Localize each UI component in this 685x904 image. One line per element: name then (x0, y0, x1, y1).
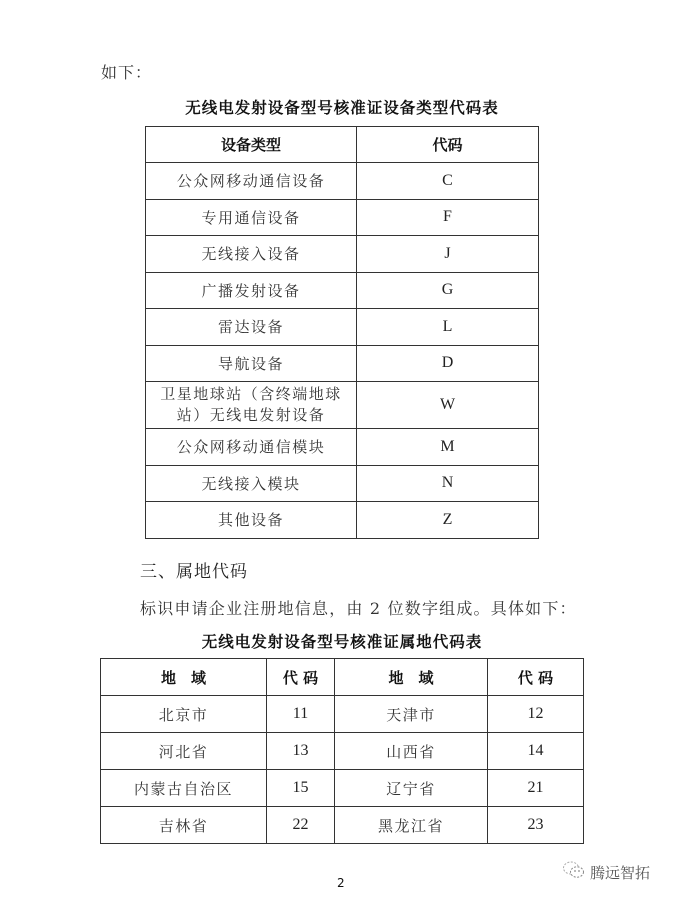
code-cell: 11 (267, 696, 335, 733)
device-type-code-table (145, 126, 539, 539)
watermark (562, 860, 650, 884)
device-type-line: 站）无线电发射设备 (176, 406, 326, 424)
table-row (101, 807, 584, 844)
region-cell: 内蒙古自治区 (101, 770, 267, 807)
table-row (146, 345, 539, 382)
header-region: 地 域 (335, 659, 488, 696)
table-row (146, 382, 539, 429)
header-code: 代 码 (488, 659, 584, 696)
code-cell: 15 (267, 770, 335, 807)
device-type-cell: 专用通信设备 (146, 199, 357, 236)
region-cell: 天津市 (335, 696, 488, 733)
device-type-cell: 公众网移动通信设备 (146, 163, 357, 200)
table-row (101, 733, 584, 770)
device-type-cell (146, 382, 357, 429)
table-row (146, 309, 539, 346)
code-cell: F (357, 199, 539, 236)
code-cell: 23 (488, 807, 584, 844)
code-cell: 14 (488, 733, 584, 770)
code-cell: G (357, 272, 539, 309)
device-type-cell: 其他设备 (146, 502, 357, 539)
device-type-cell: 无线接入模块 (146, 465, 357, 502)
code-cell: Z (357, 502, 539, 539)
table-row (146, 465, 539, 502)
section-title: 三、属地代码 (140, 562, 248, 582)
table-row (101, 696, 584, 733)
code-cell: M (357, 429, 539, 466)
header-code: 代 码 (267, 659, 335, 696)
device-type-cell: 雷达设备 (146, 309, 357, 346)
table2-caption: 无线电发射设备型号核准证属地代码表 (201, 633, 483, 651)
region-cell: 山西省 (335, 733, 488, 770)
device-type-cell: 导航设备 (146, 345, 357, 382)
region-cell: 吉林省 (101, 807, 267, 844)
device-type-cell: 无线接入设备 (146, 236, 357, 273)
code-cell: 22 (267, 807, 335, 844)
table-row (146, 272, 539, 309)
code-cell: 21 (488, 770, 584, 807)
region-cell: 辽宁省 (335, 770, 488, 807)
page-number: 2 (337, 876, 345, 890)
device-type-cell: 公众网移动通信模块 (146, 429, 357, 466)
device-type-line: 卫星地球站（含终端地球 (160, 385, 342, 403)
region-cell: 北京市 (101, 696, 267, 733)
code-cell: J (357, 236, 539, 273)
device-type-cell: 广播发射设备 (146, 272, 357, 309)
code-cell: W (357, 382, 539, 429)
code-cell: 13 (267, 733, 335, 770)
table-row (146, 236, 539, 273)
watermark-text: 腾远智拓 (590, 863, 651, 882)
table-row (101, 770, 584, 807)
code-cell: C (357, 163, 539, 200)
code-cell: D (357, 345, 539, 382)
table-row (146, 199, 539, 236)
wechat-icon (562, 860, 586, 884)
table-row (146, 429, 539, 466)
header-region: 地 域 (101, 659, 267, 696)
header-device-type: 设备类型 (146, 127, 357, 163)
table-header-row (146, 127, 539, 163)
table-row (146, 163, 539, 200)
region-code-table (100, 658, 584, 844)
region-cell: 河北省 (101, 733, 267, 770)
code-cell: L (357, 309, 539, 346)
table-row (146, 502, 539, 539)
header-code: 代码 (357, 127, 539, 163)
table1-caption: 无线电发射设备型号核准证设备类型代码表 (185, 99, 499, 117)
region-cell: 黑龙江省 (335, 807, 488, 844)
code-cell: 12 (488, 696, 584, 733)
section-paragraph: 标识申请企业注册地信息，由 2 位数字组成。具体如下： (140, 599, 577, 618)
intro-text: 如下： (101, 63, 153, 82)
code-cell: N (357, 465, 539, 502)
table-header-row (101, 659, 584, 696)
